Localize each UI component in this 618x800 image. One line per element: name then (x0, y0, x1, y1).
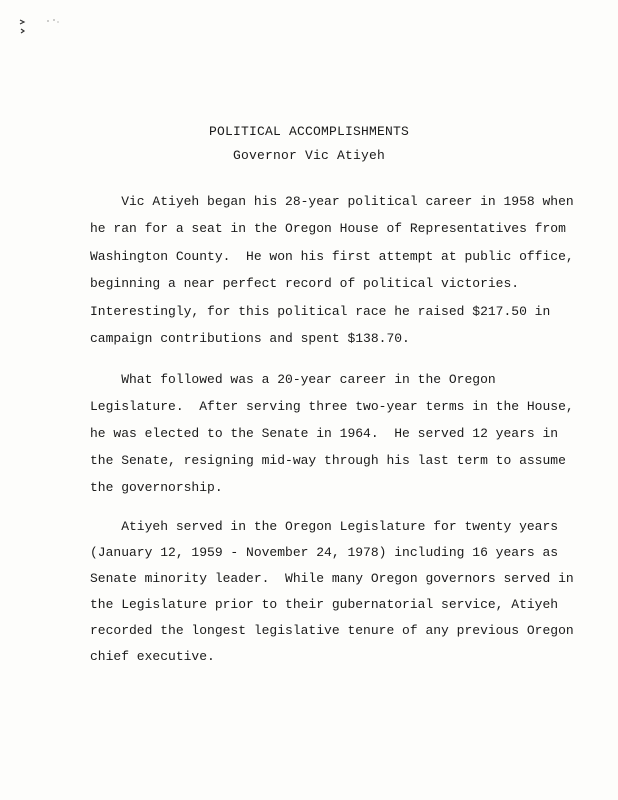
scan-marks (18, 14, 78, 36)
paragraph-line: (January 12, 1959 - November 24, 1978) including 16 years as (90, 545, 559, 560)
paragraph-line: beginning a near perfect record of political victories. (90, 276, 520, 291)
paragraph-line: Interestingly, for this political race he raised $217.50 in (90, 304, 551, 319)
paragraph-line: the Senate, resigning mid-way through his last term to assume (90, 453, 566, 468)
document-title: POLITICAL ACCOMPLISHMENTS (208, 124, 410, 139)
paragraph-line: What followed was a 20-year career in the Oregon (90, 372, 496, 387)
paragraph-line: Vic Atiyeh began his 28-year political career in 1958 when (90, 194, 574, 209)
paragraph-line: recorded the longest legislative tenure of any previous Oregon (90, 623, 574, 638)
paragraph-line: the governorship. (90, 480, 223, 495)
paragraph-line: Senate minority leader. While many Oregon governors served in (90, 571, 574, 586)
paragraph-line: chief executive. (90, 649, 215, 664)
paragraph-line: Legislature. After serving three two-year terms in the House, (90, 399, 574, 414)
document-subtitle: Governor Vic Atiyeh (232, 148, 386, 163)
paragraph-line: he was elected to the Senate in 1964. He served 12 years in (90, 426, 559, 441)
paragraph-line: Washington County. He won his first attempt at public office, (90, 249, 574, 264)
paragraph-line: the Legislature prior to their gubernatorial service, Atiyeh (90, 597, 559, 612)
paragraph-line: campaign contributions and spent $138.70. (90, 331, 410, 346)
paragraph-line: Atiyeh served in the Oregon Legislature for twenty years (90, 519, 559, 534)
paragraph-line: he ran for a seat in the Oregon House of Representatives from (90, 221, 566, 236)
